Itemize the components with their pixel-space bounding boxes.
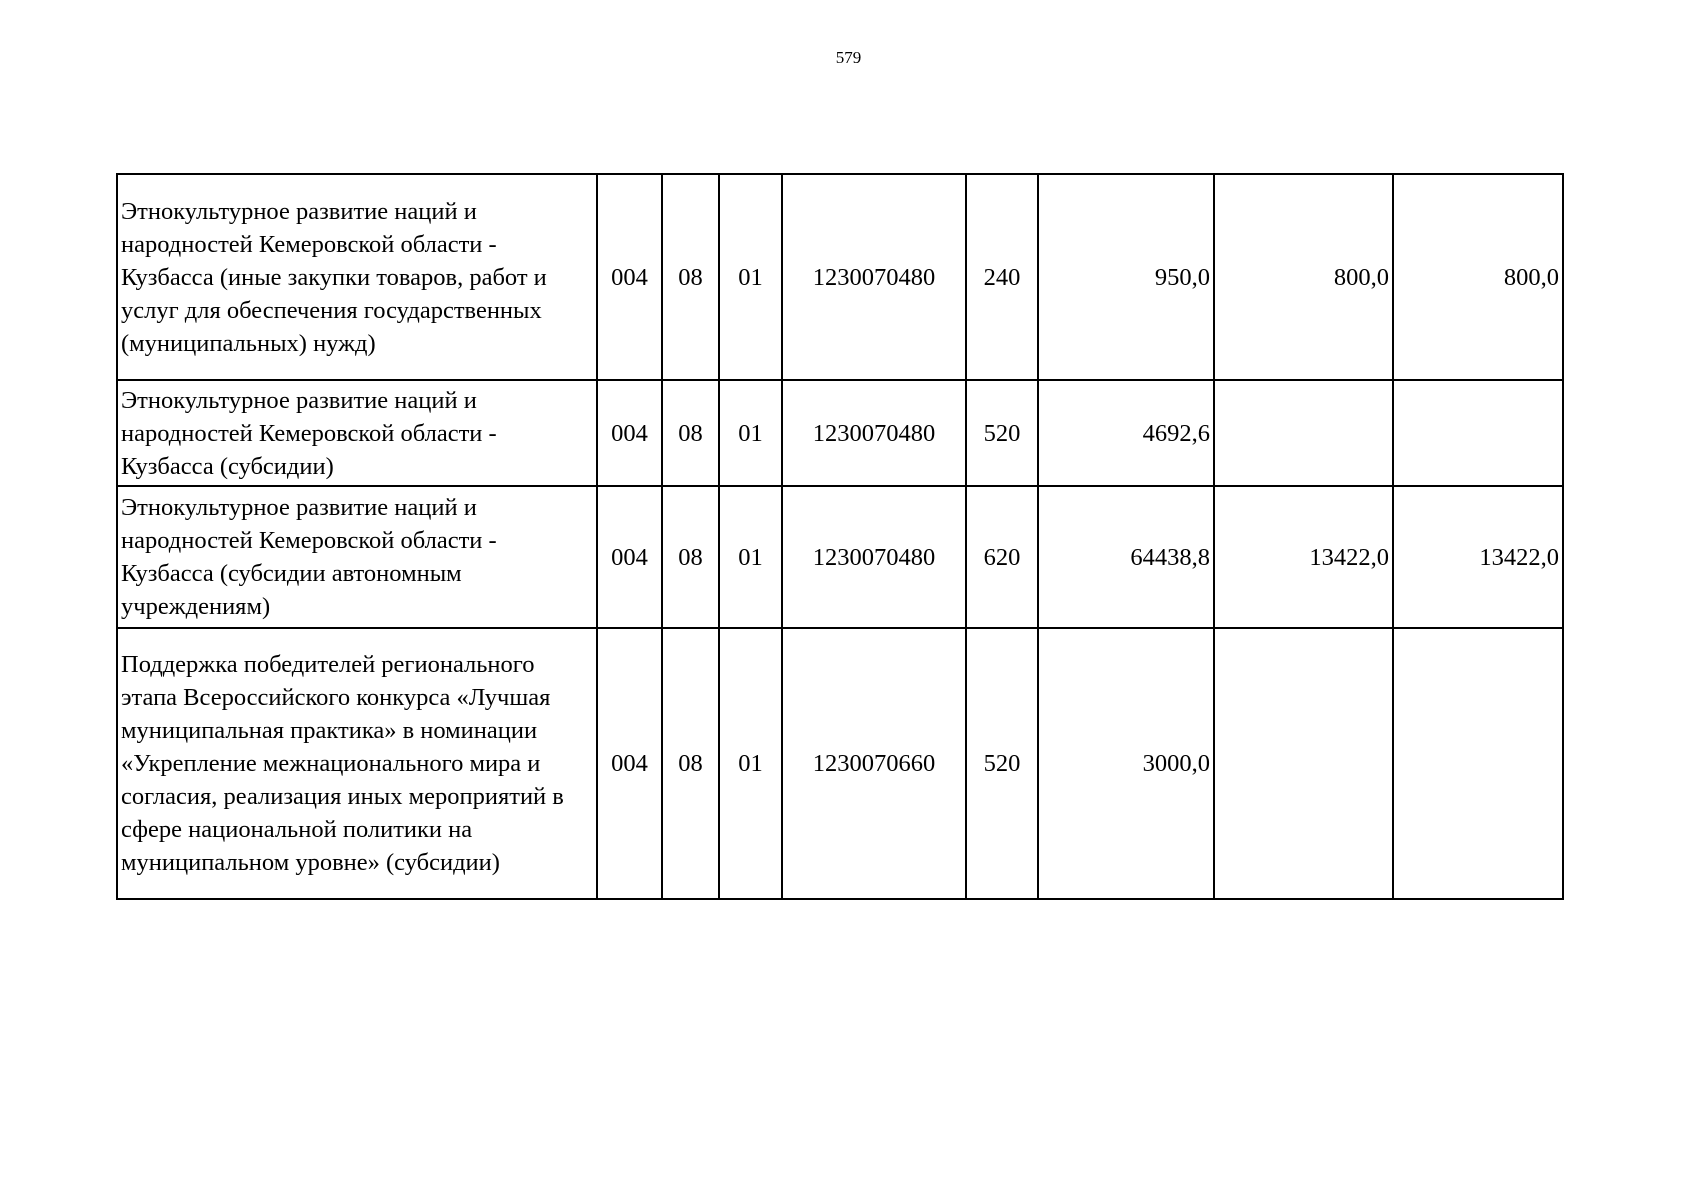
expense-type-code: 520 [966,628,1038,899]
row-description: Поддержка победителей регионального этапа Всероссийского конкурса «Лучшая муниципальная практика» в номинации «Укрепление межнационального мира и согласия, реализация иных мероприятий в сфере национальной политики на муниципальном уровне» (субсидии) [117,628,597,899]
table-row [117,486,1563,628]
row-description: Этнокультурное развитие наций и народностей Кемеровской области - Кузбасса (субсидии) [117,380,597,486]
ministry-code: 004 [597,174,662,380]
expense-type-code: 240 [966,174,1038,380]
target-article-code: 1230070480 [782,486,966,628]
amount-year-3 [1393,628,1563,899]
amount-year-1: 3000,0 [1038,628,1214,899]
amount-year-3: 13422,0 [1393,486,1563,628]
section-code: 08 [662,486,719,628]
amount-year-2: 13422,0 [1214,486,1393,628]
subsection-code: 01 [719,628,782,899]
section-code: 08 [662,174,719,380]
target-article-code: 1230070480 [782,174,966,380]
row-description: Этнокультурное развитие наций и народностей Кемеровской области - Кузбасса (иные закупки товаров, работ и услуг для обеспечения государственных (муниципальных) нужд) [117,174,597,380]
subsection-code: 01 [719,486,782,628]
table-row [117,380,1563,486]
budget-table [116,173,1564,900]
row-description: Этнокультурное развитие наций и народностей Кемеровской области - Кузбасса (субсидии автономным учреждениям) [117,486,597,628]
table-row [117,628,1563,899]
amount-year-2: 800,0 [1214,174,1393,380]
amount-year-1: 4692,6 [1038,380,1214,486]
subsection-code: 01 [719,380,782,486]
amount-year-2 [1214,628,1393,899]
target-article-code: 1230070660 [782,628,966,899]
ministry-code: 004 [597,380,662,486]
target-article-code: 1230070480 [782,380,966,486]
expense-type-code: 520 [966,380,1038,486]
subsection-code: 01 [719,174,782,380]
amount-year-2 [1214,380,1393,486]
ministry-code: 004 [597,486,662,628]
section-code: 08 [662,380,719,486]
table-row [117,174,1563,380]
amount-year-1: 950,0 [1038,174,1214,380]
expense-type-code: 620 [966,486,1038,628]
amount-year-3 [1393,380,1563,486]
page-number: 579 [835,48,862,67]
amount-year-3: 800,0 [1393,174,1563,380]
section-code: 08 [662,628,719,899]
amount-year-1: 64438,8 [1038,486,1214,628]
ministry-code: 004 [597,628,662,899]
